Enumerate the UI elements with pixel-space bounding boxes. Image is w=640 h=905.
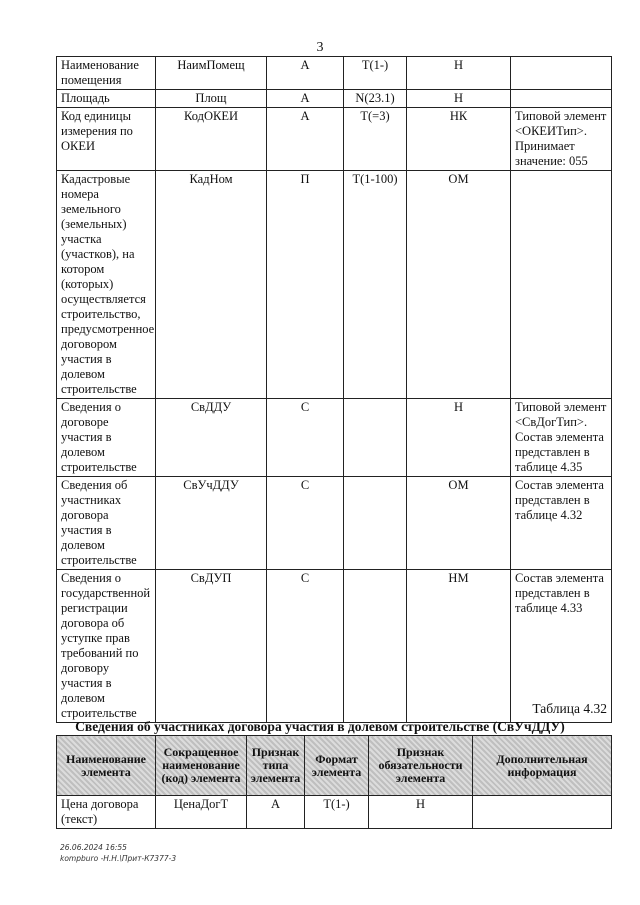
cell-format [344, 399, 407, 477]
elements-table-body [57, 57, 612, 723]
cell-required: НК [407, 108, 511, 171]
cell-format: N(23.1) [344, 90, 407, 108]
table-title: Сведения об участниках договора участия в долевом строительстве (СвУчДДУ) [75, 719, 565, 734]
table-row [57, 570, 612, 723]
table-row [57, 90, 612, 108]
page-number: 3 [316, 40, 324, 55]
cell-format [344, 570, 407, 723]
table-row [57, 57, 612, 90]
cell-type: С [267, 477, 344, 570]
header-code: Сокращенное наименование (код) элемента [156, 736, 247, 796]
cell-required: Н [369, 796, 473, 829]
cell-required: ОМ [407, 171, 511, 399]
cell-code: КадНом [156, 171, 267, 399]
header-required: Признак обязательности элемента [369, 736, 473, 796]
footer-file: kompburo -Н.Н.\Прит-К7377-3 [60, 854, 177, 863]
cell-name: Сведения о государственной регистрации договора об уступке прав требований по договору участия в долевом строительстве [57, 570, 156, 723]
footer-date: 26.06.2024 16:55 [60, 843, 127, 852]
cell-required: НМ [407, 570, 511, 723]
table-row [57, 399, 612, 477]
cell-info: Типовой элемент <СвДогТип>. Состав элемента представлен в таблице 4.35 [511, 399, 612, 477]
cell-name: Наименование помещения [57, 57, 156, 90]
cell-required: Н [407, 90, 511, 108]
table-caption: Таблица 4.32 [532, 701, 607, 716]
cell-info: Состав элемента представлен в таблице 4.32 [511, 477, 612, 570]
cell-info: Типовой элемент <ОКЕИТип>. Принимает значение: 055 [511, 108, 612, 171]
cell-code: НаимПомещ [156, 57, 267, 90]
cell-type: А [267, 90, 344, 108]
cell-code: СвДДУ [156, 399, 267, 477]
cell-type: П [267, 171, 344, 399]
cell-code: КодОКЕИ [156, 108, 267, 171]
cell-code: ЦенаДогТ [156, 796, 247, 829]
cell-name: Кадастровые номера земельного (земельных) участка (участков), на котором (которых) осуществляется строительство, предусмотренное договором участия в долевом строительстве [57, 171, 156, 399]
cell-format: Т(1-100) [344, 171, 407, 399]
cell-type: А [267, 57, 344, 90]
cell-code: СвДУП [156, 570, 267, 723]
cell-required: ОМ [407, 477, 511, 570]
cell-name: Сведения о договоре участия в долевом строительстве [57, 399, 156, 477]
cell-info [511, 171, 612, 399]
cell-info [511, 57, 612, 90]
cell-info [511, 90, 612, 108]
participants-table [56, 735, 612, 829]
cell-type: С [267, 570, 344, 723]
cell-info: Состав элемента представлен в таблице 4.33 [511, 570, 612, 723]
cell-type: А [247, 796, 305, 829]
table-row [57, 171, 612, 399]
header-type: Признак типа элемента [247, 736, 305, 796]
header-info: Дополнительная информация [473, 736, 612, 796]
cell-format [344, 477, 407, 570]
cell-code: Площ [156, 90, 267, 108]
table-row [57, 796, 612, 829]
cell-name: Код единицы измерения по ОКЕИ [57, 108, 156, 171]
cell-format: Т(1-) [344, 57, 407, 90]
cell-format: Т(=3) [344, 108, 407, 171]
cell-type: С [267, 399, 344, 477]
table-row [57, 477, 612, 570]
participants-table-body [57, 796, 612, 829]
table-header-row [57, 736, 612, 796]
cell-name: Цена договора (текст) [57, 796, 156, 829]
elements-table [56, 56, 612, 723]
cell-type: А [267, 108, 344, 171]
cell-format: Т(1-) [305, 796, 369, 829]
cell-info [473, 796, 612, 829]
cell-required: Н [407, 57, 511, 90]
table-row [57, 108, 612, 171]
header-format: Формат элемента [305, 736, 369, 796]
cell-name: Площадь [57, 90, 156, 108]
cell-code: СвУчДДУ [156, 477, 267, 570]
header-name: Наименование элемента [57, 736, 156, 796]
cell-required: Н [407, 399, 511, 477]
cell-name: Сведения об участниках договора участия в долевом строительстве [57, 477, 156, 570]
